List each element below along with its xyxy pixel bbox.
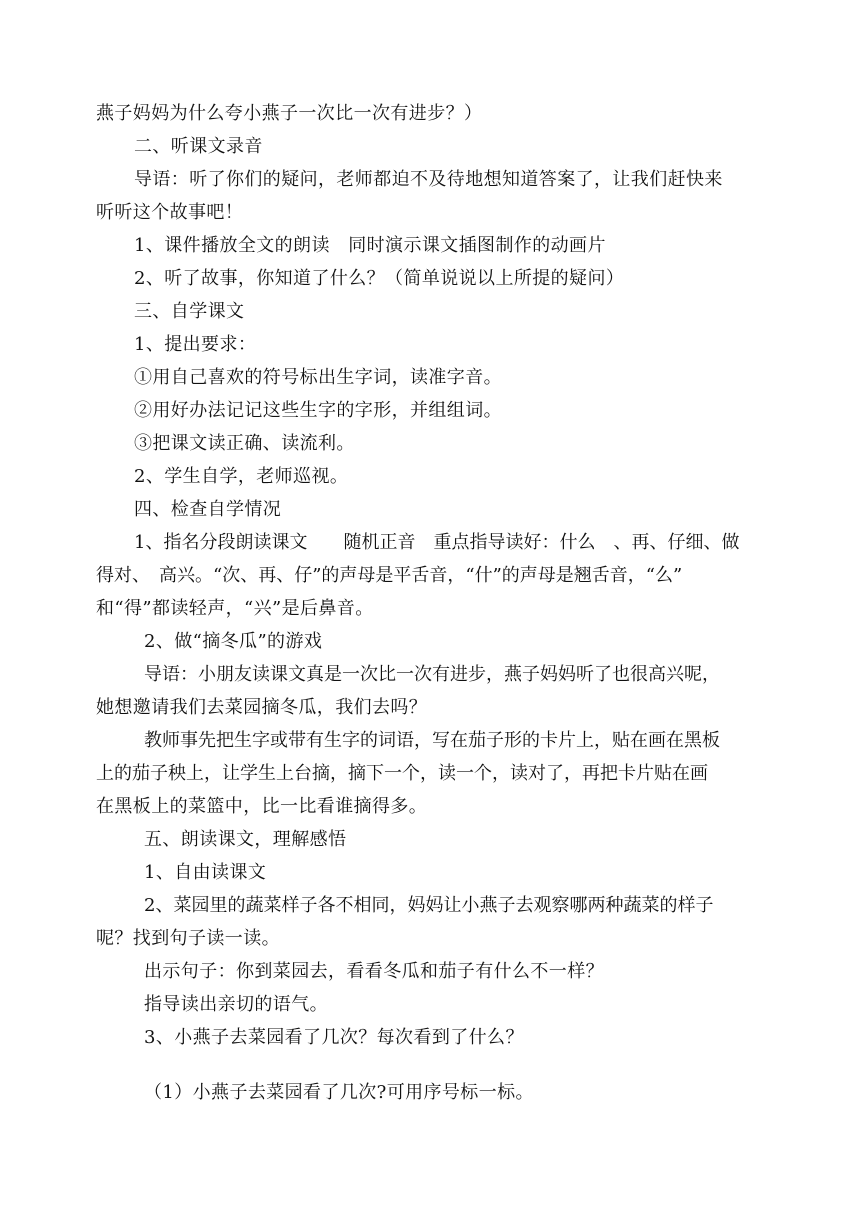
text-line: 1、指名分段朗读课文 随机正音 重点指导读好：什么 、再、仔细、做: [134, 532, 740, 553]
text-line: ②用好办法记记这些生字的字形，并组组词。: [134, 400, 502, 421]
text-line: 上的茄子秧上，让学生上台摘，摘下一个，读一个，读对了，再把卡片贴在画: [96, 763, 708, 784]
text-line: 和“得”都读轻声，“兴”是后鼻音。: [96, 598, 374, 619]
text-line: 得对、 高兴。“次、再、仔”的声母是平舌音，“什”的声母是翘舌音，“么”: [96, 565, 683, 586]
text-line: 在黑板上的菜篮中，比一比看谁摘得多。: [96, 796, 428, 817]
text-line: 导语：听了你们的疑问，老师都迫不及待地想知道答案了，让我们赶快来: [134, 169, 723, 190]
text-line: 1、课件播放全文的朗读 同时演示课文插图制作的动画片: [134, 235, 606, 256]
text-line: 教师事先把生字或带有生字的词语，写在茄子形的卡片上，贴在画在黑板: [144, 730, 720, 751]
text-line: 2、学生自学，老师巡视。: [134, 466, 349, 487]
section-heading: 四、检查自学情况: [134, 499, 282, 520]
text-line: 3、小燕子去菜园看了几次？每次看到了什么？: [144, 1027, 524, 1048]
section-heading: 二、听课文录音: [134, 136, 263, 157]
text-line: 她想邀请我们去菜园摘冬瓜，我们去吗？: [96, 697, 428, 718]
text-line: 1、自由读课文: [144, 862, 267, 883]
text-line: （1）小燕子去菜园看了几次?可用序号标一标。: [144, 1082, 534, 1103]
section-heading: 三、自学课文: [134, 301, 245, 322]
text-line: 听听这个故事吧！: [96, 202, 244, 223]
text-line: ③把课文读正确、读流利。: [134, 433, 355, 454]
text-line: 1、提出要求：: [134, 334, 257, 355]
text-line: 呢？找到句子读一读。: [96, 928, 280, 949]
text-line: 指导读出亲切的语气。: [144, 994, 328, 1015]
text-line: 2、听了故事，你知道了什么？（简单说说以上所提的疑问）: [134, 268, 625, 289]
text-line: 2、菜园里的蔬菜样子各不相同，妈妈让小燕子去观察哪两种蔬菜的样子: [144, 895, 714, 916]
text-line: 燕子妈妈为什么夸小燕子一次比一次有进步？）: [96, 103, 483, 124]
text-line: 导语：小朋友读课文真是一次比一次有进步，燕子妈妈听了也很高兴呢，: [144, 664, 720, 685]
text-line: 出示句子：你到菜园去，看看冬瓜和茄子有什么不一样？: [144, 961, 604, 982]
text-line: ①用自己喜欢的符号标出生字词，读准字音。: [134, 367, 502, 388]
text-line: 2、做“摘冬瓜”的游戏: [144, 631, 323, 652]
section-heading: 五、朗读课文，理解感悟: [144, 829, 347, 850]
